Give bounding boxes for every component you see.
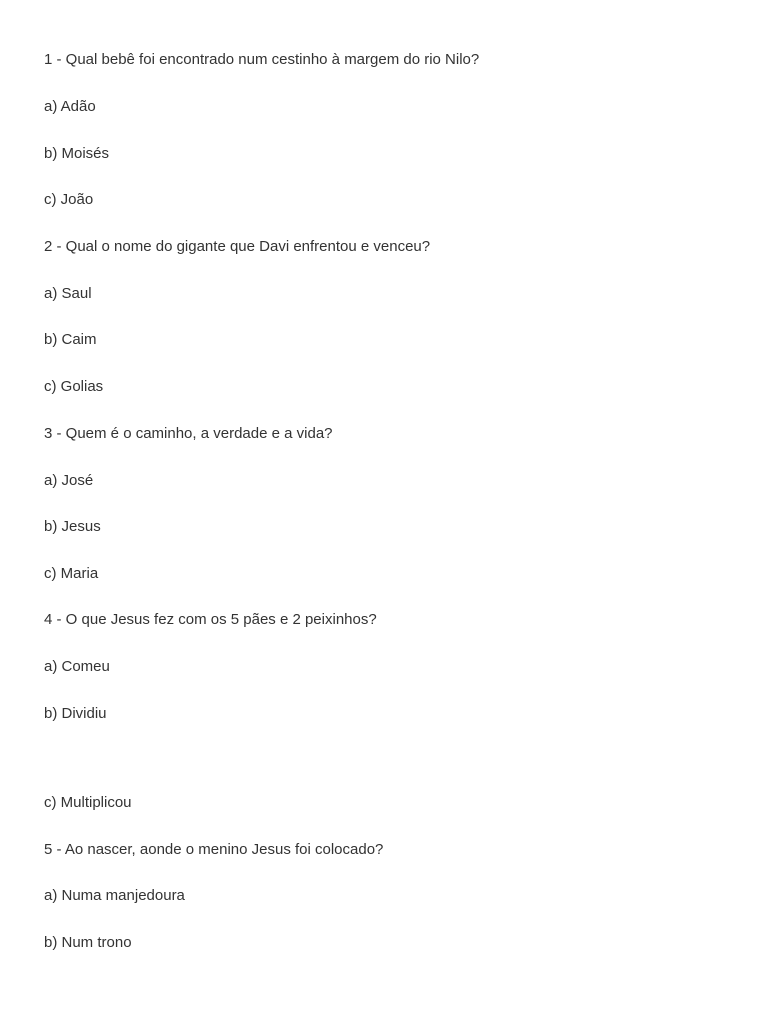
question-4-option-b: b) Dividiu xyxy=(44,705,107,722)
question-3-text: 3 - Quem é o caminho, a verdade e a vida? xyxy=(44,425,333,442)
question-3-option-a: a) José xyxy=(44,472,94,489)
question-4-text: 4 - O que Jesus fez com os 5 pães e 2 peixinhos? xyxy=(44,611,377,628)
question-4-option-a: a) Comeu xyxy=(44,658,110,675)
question-2-option-a: a) Saul xyxy=(44,285,92,302)
question-5-text: 5 - Ao nascer, aonde o menino Jesus foi colocado? xyxy=(44,841,384,858)
question-4-option-c: c) Multiplicou xyxy=(44,794,132,811)
question-5-option-a: a) Numa manjedoura xyxy=(44,887,185,904)
question-1-option-a: a) Adão xyxy=(44,98,96,115)
question-3-option-b: b) Jesus xyxy=(44,518,101,535)
question-1-option-b: b) Moisés xyxy=(44,145,110,162)
question-2-text: 2 - Qual o nome do gigante que Davi enfrentou e venceu? xyxy=(44,238,431,255)
question-1-text: 1 - Qual bebê foi encontrado num cestinho à margem do rio Nilo? xyxy=(44,51,480,68)
question-5-option-b: b) Num trono xyxy=(44,934,132,951)
question-2-option-b: b) Caim xyxy=(44,331,97,348)
question-1-option-c: c) João xyxy=(44,191,94,208)
question-2-option-c: c) Golias xyxy=(44,378,104,395)
question-3-option-c: c) Maria xyxy=(44,565,99,582)
